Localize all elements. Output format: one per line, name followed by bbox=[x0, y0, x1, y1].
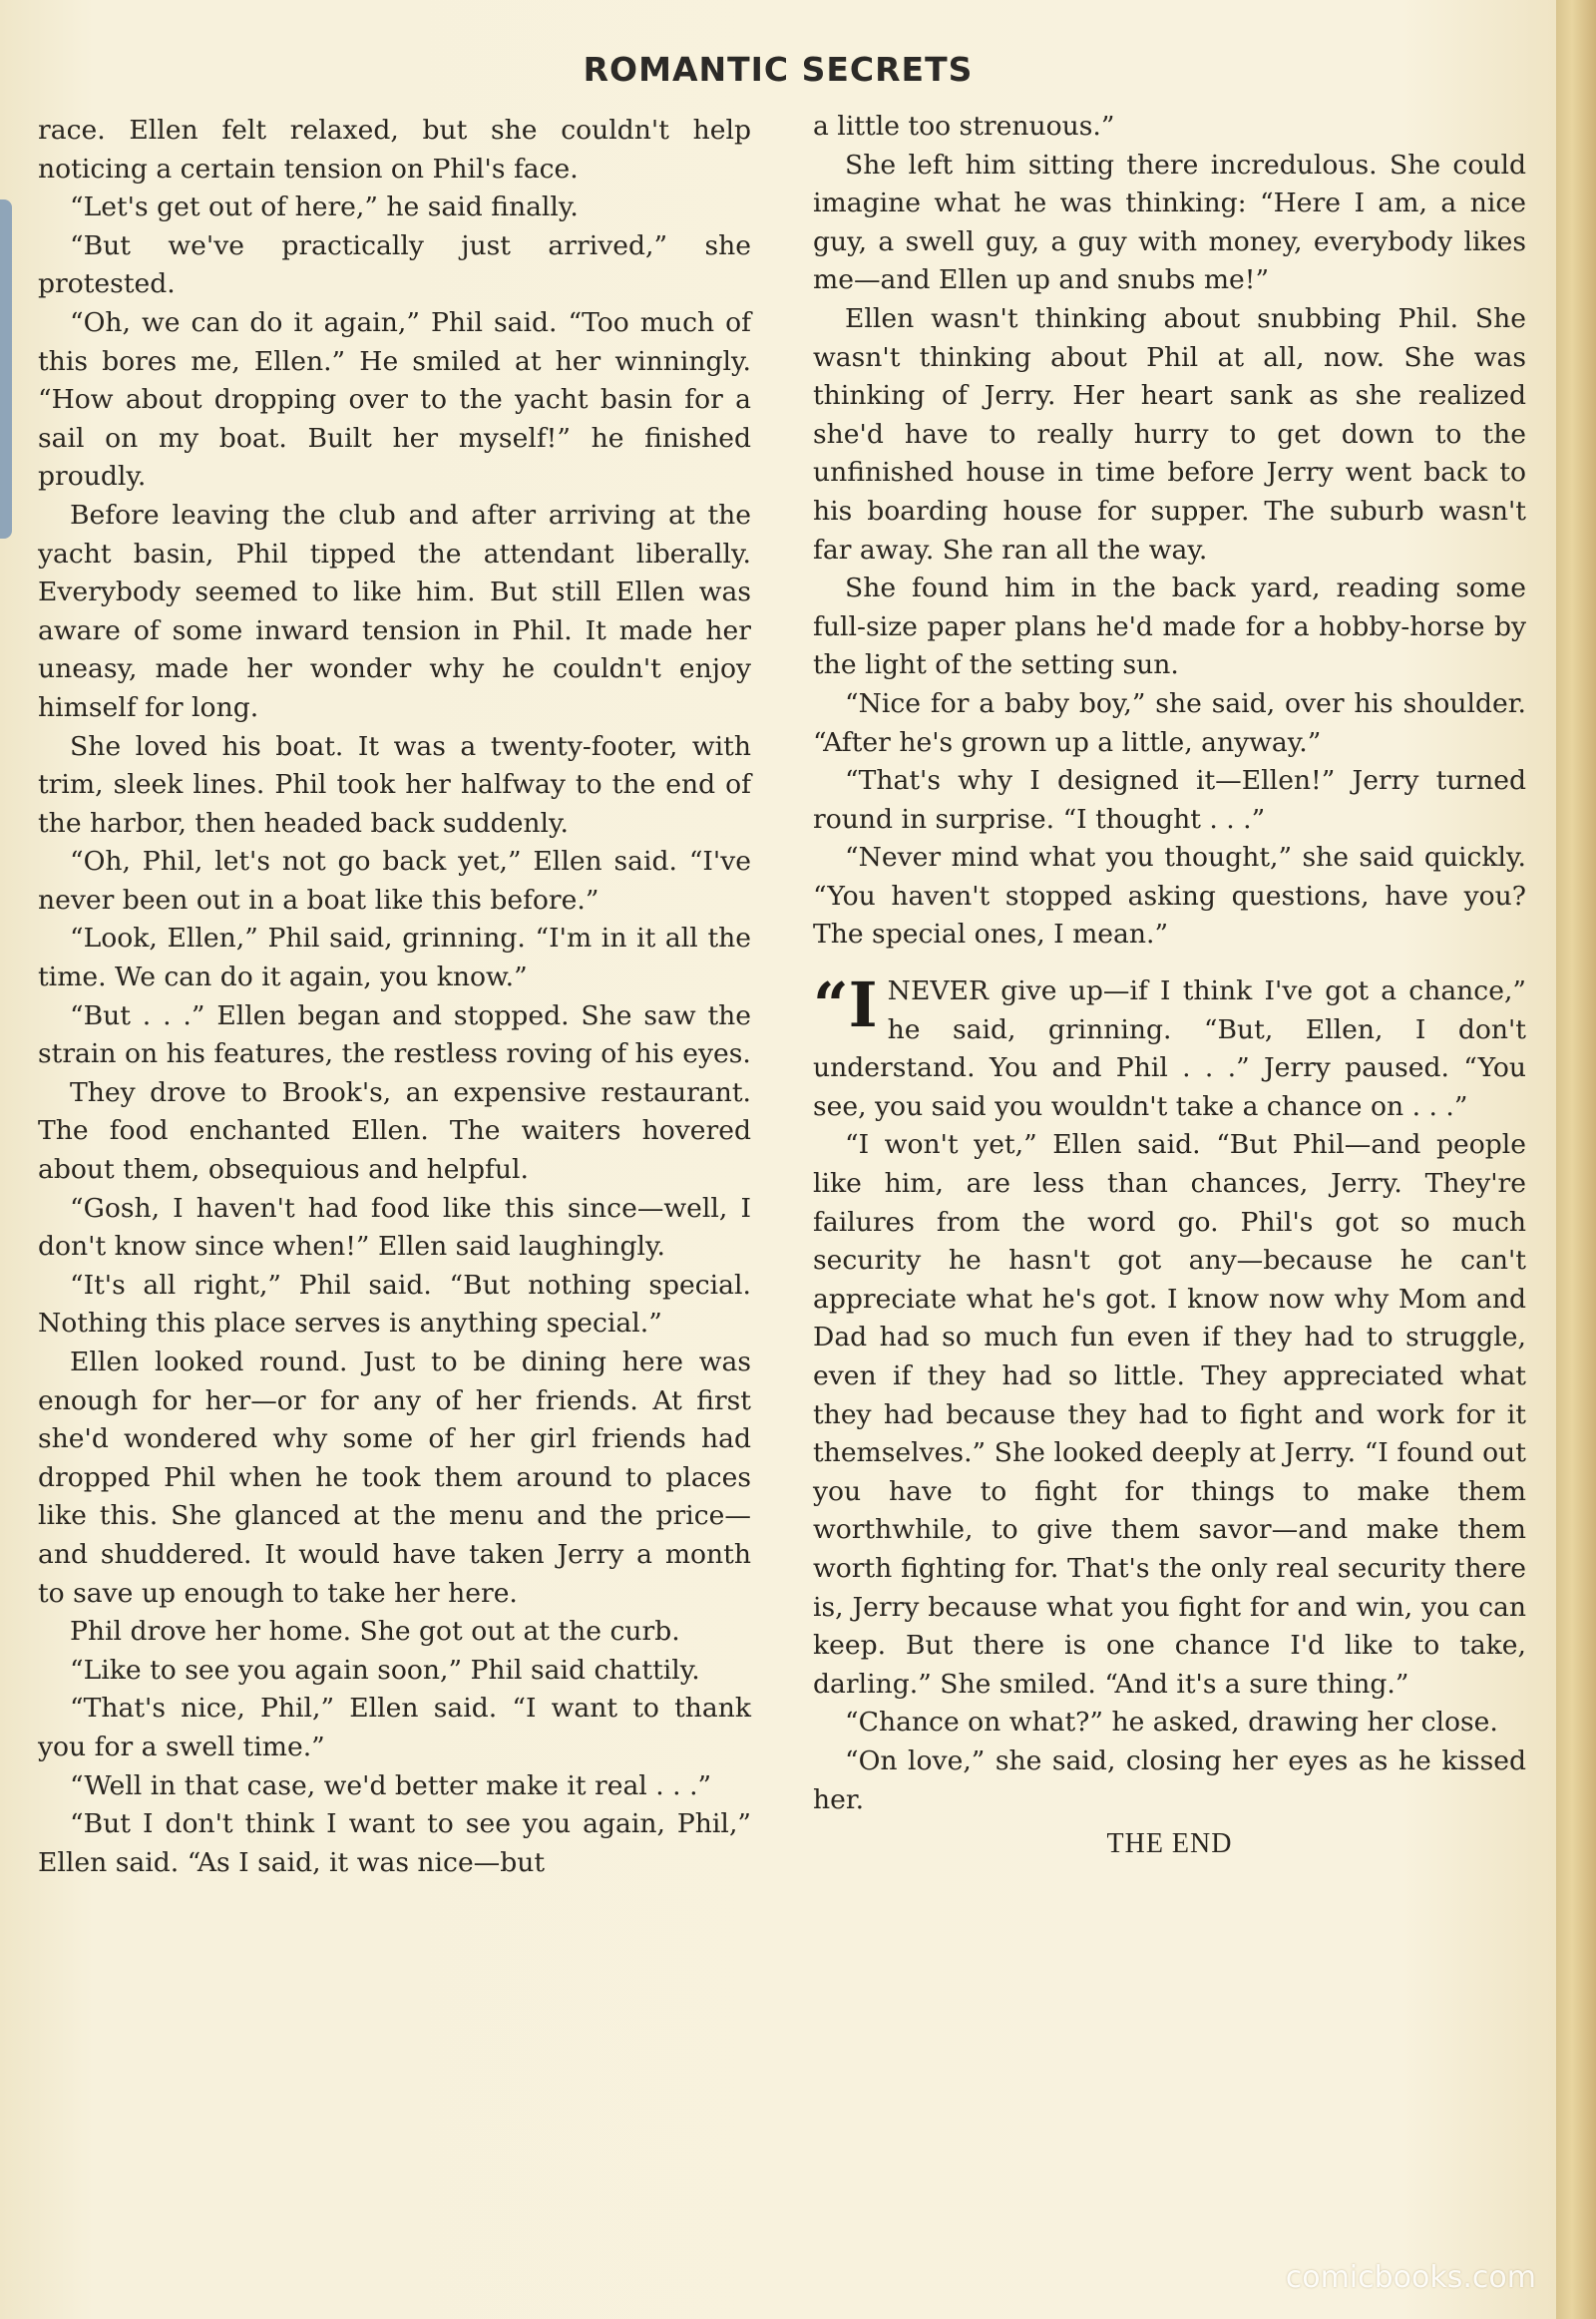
paragraph: Ellen wasn't thinking about snubbing Phil. She wasn't thinking about Phil at all, now. She was thinking of Jerry. Her heart sank as she realized she'd have to really hurry to get down to the unfinished house in time before Jerry went back to his boarding house for supper. The suburb wasn't far away. She ran all the way. bbox=[813, 302, 1526, 566]
paragraph: “Well in that case, we'd better make it real . . .” bbox=[70, 1769, 712, 1801]
page-spine bbox=[1556, 0, 1596, 2319]
paragraph: “Never mind what you thought,” she said quickly. “You haven't stopped asking questions, have you? The special ones, I mean.” bbox=[813, 842, 1526, 951]
paragraph: “That's nice, Phil,” Ellen said. “I want to thank you for a swell time.” bbox=[38, 1693, 751, 1762]
paragraph: “That's why I designed it—Ellen!” Jerry turned round in surprise. “I thought . . .” bbox=[813, 765, 1526, 835]
paragraph: Phil drove her home. She got out at the curb. bbox=[70, 1616, 680, 1648]
paragraph: “But I don't think I want to see you again, Phil,” Ellen said. “As I said, it was nice—but bbox=[38, 1808, 751, 1878]
paragraph: “Let's get out of here,” he said finally. bbox=[70, 192, 579, 223]
paragraph: “Look, Ellen,” Phil said, grinning. “I'm in it all the time. We can do it again, you know.” bbox=[38, 923, 751, 993]
the-end-label: THE END bbox=[1106, 1828, 1233, 1860]
paragraph: “Like to see you again soon,” Phil said chattily. bbox=[70, 1654, 700, 1686]
dropcap-letter: “I bbox=[813, 968, 878, 1042]
paragraph: “Gosh, I haven't had food like this since—well, I don't know since when!” Ellen said laughingly. bbox=[38, 1192, 751, 1263]
paragraph: “But we've practically just arrived,” she protested. bbox=[38, 229, 751, 300]
paragraph: “Chance on what?” he asked, drawing her close. bbox=[845, 1707, 1498, 1739]
paragraph: “I won't yet,” Ellen said. “But Phil—and people like him, are less than chances, Jerry. They're failures from the word go. Phil's got so much security he hasn't got any—because he can't appreciate what he's got. I know now why Mom and Dad had so much fun even if they had to struggle, even if they had so little. They appreciated what they had because they had to fight and work for it themselves.” She looked deeply at Jerry. “I found out you have to fight for things to make them worthwhile, to give them savor—and make them worth fighting for. That's the only real security there is, Jerry because what you fight for and win, you can keep. But there is one chance I'd like to take, darling.” She smiled. “And it's a sure thing.” bbox=[813, 1129, 1526, 1700]
paragraph: “But . . .” Ellen began and stopped. She saw the strain on his features, the restless roving of his eyes. bbox=[38, 999, 751, 1070]
page-header-title: ROMANTIC SECRETS bbox=[583, 50, 974, 89]
paragraph: “Oh, we can do it again,” Phil said. “Too much of this bores me, Ellen.” He smiled at her winningly. “How about dropping over to the yacht basin for a sail on my boat. Built her myself!” he finished proudly. bbox=[38, 306, 751, 493]
paragraph: She found him in the back yard, reading some full-size paper plans he'd made for a hobby-horse by the light of the setting sun. bbox=[813, 573, 1526, 681]
paragraph: a little too strenuous.” bbox=[813, 111, 1115, 142]
site-watermark: comicbooks.com bbox=[1285, 2260, 1536, 2295]
dropcap-paragraph bbox=[813, 968, 1526, 1126]
paragraph: They drove to Brook's, an expensive restaurant. The food enchanted Ellen. The waiters hovered about them, obsequious and helpful. bbox=[38, 1076, 751, 1186]
paragraph: “Nice for a baby boy,” she said, over his shoulder. “After he's grown up a little, anyway.” bbox=[813, 687, 1526, 758]
paragraph: She loved his boat. It was a twenty-footer, with trim, sleek lines. Phil took her halfway to the end of the harbor, then headed back suddenly. bbox=[38, 730, 751, 839]
paragraph: Before leaving the club and after arriving at the yacht basin, Phil tipped the attendant liberally. Everybody seemed to like him. But still Ellen was aware of some inward tension in Phil. It made her uneasy, made her wonder why he couldn't enjoy himself for long. bbox=[38, 499, 751, 723]
paragraph: “Oh, Phil, let's not go back yet,” Ellen said. “I've never been out in a boat like this before.” bbox=[38, 846, 751, 916]
paragraph: Ellen looked round. Just to be dining here was enough for her—or for any of her friends. At first she'd wondered why some of her girl friends had dropped Phil when he took them around to places like this. She glanced at the menu and the price—and shuddered. It would have taken Jerry a month to save up enough to take her here. bbox=[38, 1347, 751, 1609]
right-text-column bbox=[813, 108, 1526, 1864]
dropcap-paragraph-text: NEVER give up—if I think I've got a chance,” he said, grinning. “But, Ellen, I don't understand. You and Phil . . .” Jerry paused. “You see, you said you wouldn't take a chance on . . .” bbox=[813, 975, 1526, 1122]
paragraph: “On love,” she said, closing her eyes as he kissed her. bbox=[813, 1744, 1526, 1815]
paragraph: “It's all right,” Phil said. “But nothing special. Nothing this place serves is anything special.” bbox=[38, 1269, 751, 1340]
page-edge-tab bbox=[0, 199, 12, 539]
paragraph: race. Ellen felt relaxed, but she couldn't help noticing a certain tension on Phil's face. bbox=[38, 115, 751, 185]
left-text-column bbox=[38, 112, 751, 1882]
paragraph: She left him sitting there incredulous. She could imagine what he was thinking: “Here I am, a nice guy, a swell guy, a guy with money, everybody likes me—and Ellen up and snubs me!” bbox=[813, 149, 1526, 296]
